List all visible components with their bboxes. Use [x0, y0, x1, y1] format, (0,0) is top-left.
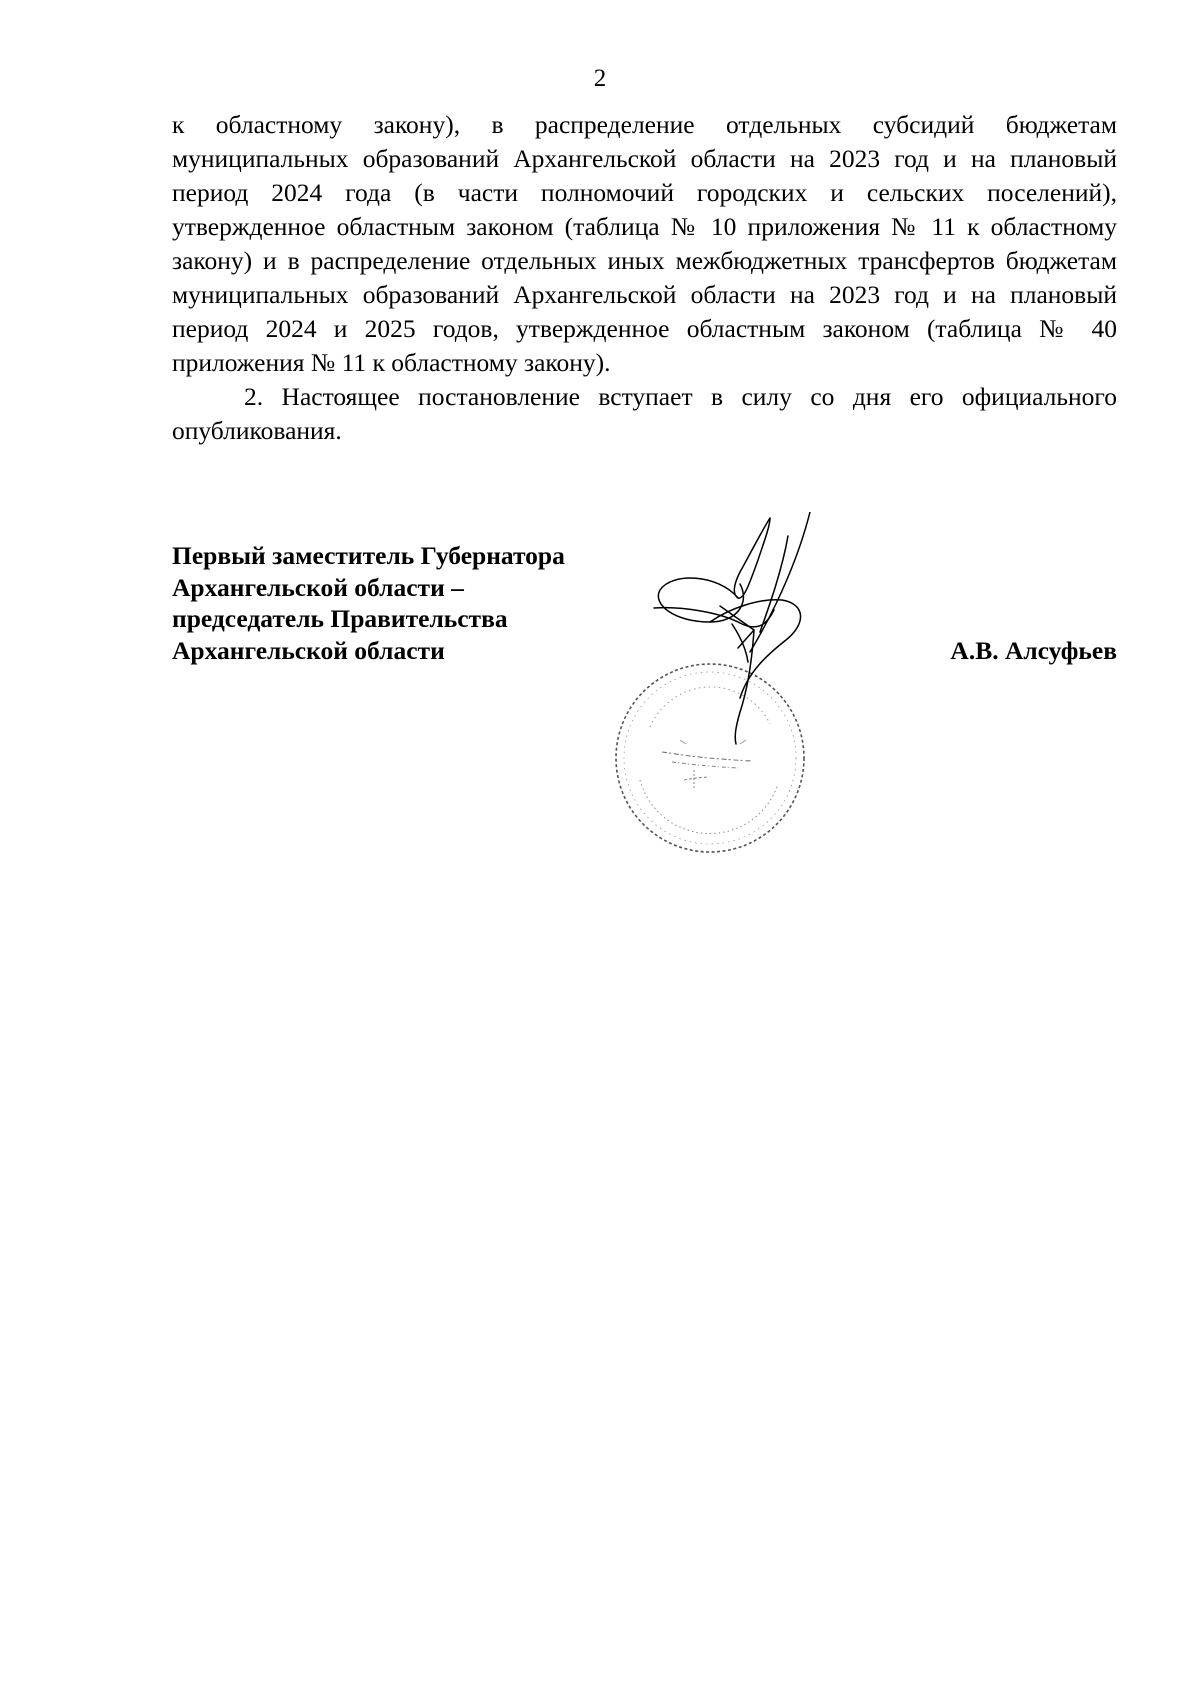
signer-title-line: председатель Правительства	[172, 604, 508, 633]
document-body	[172, 108, 1117, 448]
paragraph-2: 2. Настоящее постановление вступает в силу со дня его официального опубликования.	[172, 382, 1117, 445]
signer-title-line: Архангельской области –	[172, 572, 464, 602]
signer-name: А.В. Алсуфьев	[950, 635, 1117, 665]
official-seal	[616, 664, 804, 852]
page-number: 2	[593, 65, 607, 92]
signer-title-line: Первый заместитель Губернатора	[172, 541, 565, 570]
seal-and-signature	[610, 512, 900, 872]
paragraph-1: к областному закону), в распределение отдельных субсидий бюджетам муниципальных образований Архангельской области на 2023 год и на плановый период 2024 года (в части полномочий городских и сельских поселений), утвержденное областным законом (таблица № 10 приложения № 11 к областному закону) и в распределение отдельных иных межбюджетных трансфертов бюджетам муниципальных образований Архангельской области на 2023 год и на плановый период 2024 и 2025 годов, утвержденное областным законом (таблица № 40 приложения № 11 к областному закону).	[172, 110, 1117, 377]
handwritten-signature	[654, 512, 810, 744]
signer-title	[172, 540, 565, 666]
signer-title-line: Архангельской области	[172, 635, 445, 665]
